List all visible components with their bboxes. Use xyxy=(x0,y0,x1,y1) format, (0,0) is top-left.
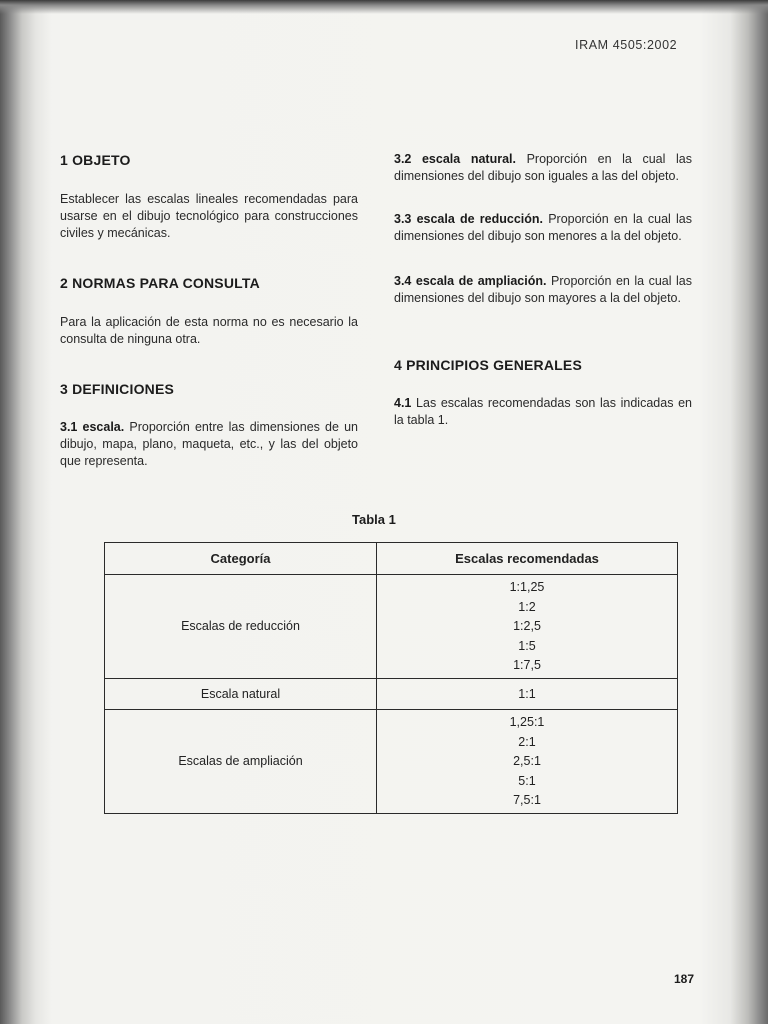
principle-4-1 xyxy=(394,395,692,429)
scale-value: 1:2 xyxy=(518,599,536,614)
page-number: 187 xyxy=(674,972,695,986)
table-row xyxy=(105,575,678,679)
definition-term: 3.3 escala de reducción. xyxy=(394,212,543,226)
definition-text: Proporción entre las dimensiones de un dibujo, mapa, plano, maqueta, etc., y las del objeto que representa. xyxy=(60,420,358,468)
table-header-row xyxy=(105,543,678,575)
scale-value: 1:5 xyxy=(518,638,536,653)
table-row xyxy=(105,678,678,709)
definition-3-2 xyxy=(394,151,692,185)
category-cell: Escalas de reducción xyxy=(105,575,377,679)
scales-cell: 1:1 xyxy=(377,678,678,709)
principle-text: Las escalas recomendadas son las indicadas en la tabla 1. xyxy=(394,396,692,427)
scale-value: 1:2,5 xyxy=(513,619,541,634)
section-2-text: Para la aplicación de esta norma no es necesario la consulta de ninguna otra. xyxy=(60,315,358,346)
section-3-heading: 3 DEFINICIONES xyxy=(60,381,175,397)
standard-code: IRAM 4505:2002 xyxy=(575,38,678,52)
section-4-heading: 4 PRINCIPIOS GENERALES xyxy=(394,357,582,373)
scales-cell xyxy=(377,709,678,813)
table-row xyxy=(105,709,678,813)
column-header-category: Categoría xyxy=(105,543,377,575)
definition-3-4 xyxy=(394,273,692,307)
definition-term: 3.1 escala. xyxy=(60,420,125,434)
column-header-scales: Escalas recomendadas xyxy=(377,543,678,575)
scales-table xyxy=(104,542,678,814)
definition-3-3 xyxy=(394,211,692,245)
section-1-heading: 1 OBJETO xyxy=(60,152,131,168)
scale-value: 2,5:1 xyxy=(513,754,541,769)
definition-text: Proporción en la cual las dimensiones del dibujo son iguales a las del objeto. xyxy=(394,152,692,183)
definition-3-1 xyxy=(60,419,358,470)
scale-value: 7,5:1 xyxy=(513,793,541,808)
scale-value: 1,25:1 xyxy=(509,714,545,729)
section-2-heading: 2 NORMAS PARA CONSULTA xyxy=(60,275,260,291)
definition-text: Proporción en la cual las dimensiones del dibujo son mayores a la del objeto. xyxy=(394,274,693,305)
scale-value: 1:7,5 xyxy=(513,658,541,673)
definition-text: Proporción en la cual las dimensiones del dibujo son menores a la del objeto. xyxy=(394,212,692,243)
scan-shadow xyxy=(0,0,768,14)
definition-term: 3.4 escala de ampliación. xyxy=(394,274,547,288)
definition-term: 3.2 escala natural. xyxy=(394,152,516,166)
scale-value: 1:1,25 xyxy=(509,580,545,594)
category-cell: Escalas de ampliación xyxy=(105,709,377,813)
section-1-text: Establecer las escalas lineales recomendadas para usarse en el dibujo tecnológico para construcciones civiles y mecánicas. xyxy=(60,192,358,240)
principle-term: 4.1 xyxy=(394,396,412,410)
scale-value: 5:1 xyxy=(518,773,536,788)
scale-value: 2:1 xyxy=(518,734,536,749)
category-cell: Escala natural xyxy=(105,678,377,709)
scales-cell xyxy=(377,575,678,679)
table-title: Tabla 1 xyxy=(352,512,396,527)
